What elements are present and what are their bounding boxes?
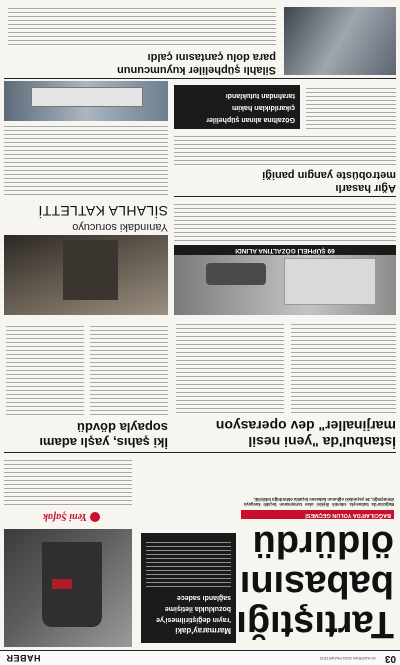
side-box-title-4: sağlandı sadece <box>176 594 231 601</box>
story-six-line-2: çıkarıldıkları hakim <box>231 104 295 111</box>
lead-photo <box>4 529 132 647</box>
side-box-text <box>146 539 231 587</box>
divider-2 <box>174 196 396 197</box>
story-three-title-1: İki şahıs, yaşlı adamı <box>39 435 168 450</box>
photo-figure <box>42 542 102 627</box>
story-four-title-2: marjinaller" dev operasyon <box>215 418 396 434</box>
photo-shape <box>63 240 118 300</box>
lead-headline-1: Tartıştığı <box>236 603 394 645</box>
operation-photo <box>174 255 396 315</box>
lead-headline-3: öldürdü <box>252 523 394 565</box>
section-label: HABER <box>6 653 41 663</box>
story-seven <box>4 3 396 75</box>
lead-headline-2: babasını <box>239 563 394 605</box>
story-four-body-2 <box>176 323 284 413</box>
jeweler-photo <box>284 7 396 75</box>
story-seven-body <box>8 7 276 45</box>
lead-story <box>136 457 396 647</box>
metrobus-photo <box>4 81 168 121</box>
shooting-photo <box>4 235 168 315</box>
story-three-body <box>90 323 168 415</box>
side-box-title-1: Marmaray'daki <box>175 626 231 635</box>
story-four-body-3 <box>174 201 396 241</box>
divider-3 <box>4 78 396 79</box>
story-four-body <box>291 323 396 413</box>
story-two-title-2: SİLAHLA KATLETTİ <box>38 203 168 219</box>
photo-vehicle <box>206 263 266 285</box>
masthead-bar <box>0 650 400 665</box>
side-box-title-2: 'rayın değiştirilmesi'ye <box>156 616 231 623</box>
story-seven-title-2: para dolu çantasını çaldı <box>147 51 276 63</box>
photo-building <box>284 258 376 305</box>
story-four <box>174 319 396 449</box>
photo-bus <box>31 87 143 107</box>
page-number: 03 <box>384 653 396 664</box>
story-five-title-2: metrobüste yangın paniği <box>262 169 396 181</box>
story-three <box>4 319 168 449</box>
story-seven-title-1: Silahlı şüpheliler kuyumcunun <box>117 64 276 76</box>
side-box-title-3: bozuklukla iletişime <box>164 605 231 612</box>
divider-1 <box>4 452 396 453</box>
story-two-body <box>4 125 168 195</box>
lead-body-text <box>4 457 132 505</box>
side-box <box>141 533 236 643</box>
story-six-box <box>174 85 300 129</box>
logo-text: Yeni Şafak <box>42 511 87 523</box>
issue-date: 10 HAZİRAN 2024 PAZARTESİ <box>319 656 376 661</box>
story-two <box>4 199 168 233</box>
lead-kicker: BAĞCILAR'DA YOLUN GEÇMESİ <box>241 510 394 519</box>
photo-accent <box>52 579 72 589</box>
logo-mark-icon <box>90 512 100 522</box>
story-three-body-2 <box>6 323 84 415</box>
story-six-body <box>306 85 396 129</box>
operation-banner: 69 ŞÜPHELİ GÖZALTINA ALINDI <box>174 245 396 255</box>
story-three-title-2: sopayla dövdü <box>76 420 168 435</box>
logo-box <box>4 509 100 525</box>
lead-deck: Bağcılar'da babasıyla sıkıntılı ilişkisi olan tartışmanın bıçaklı kavgaya dönüştüğü, 26 yaşındaki oğlunun babasını bıçakla öldürdüğü bildirildi. <box>244 497 394 507</box>
story-six-line-3: tarafından tutuklandı <box>225 92 295 99</box>
story-five-body <box>174 135 396 165</box>
story-two-title-1: Yanındaki sorucuyo <box>72 221 168 233</box>
story-six-line-1: Gözaltına alınan şüpheliler <box>206 116 295 123</box>
story-four-title-1: İstanbul'da "yeni nesil <box>248 434 396 450</box>
story-five <box>174 133 396 193</box>
story-five-title-1: Ağır hasarlı <box>335 182 396 194</box>
